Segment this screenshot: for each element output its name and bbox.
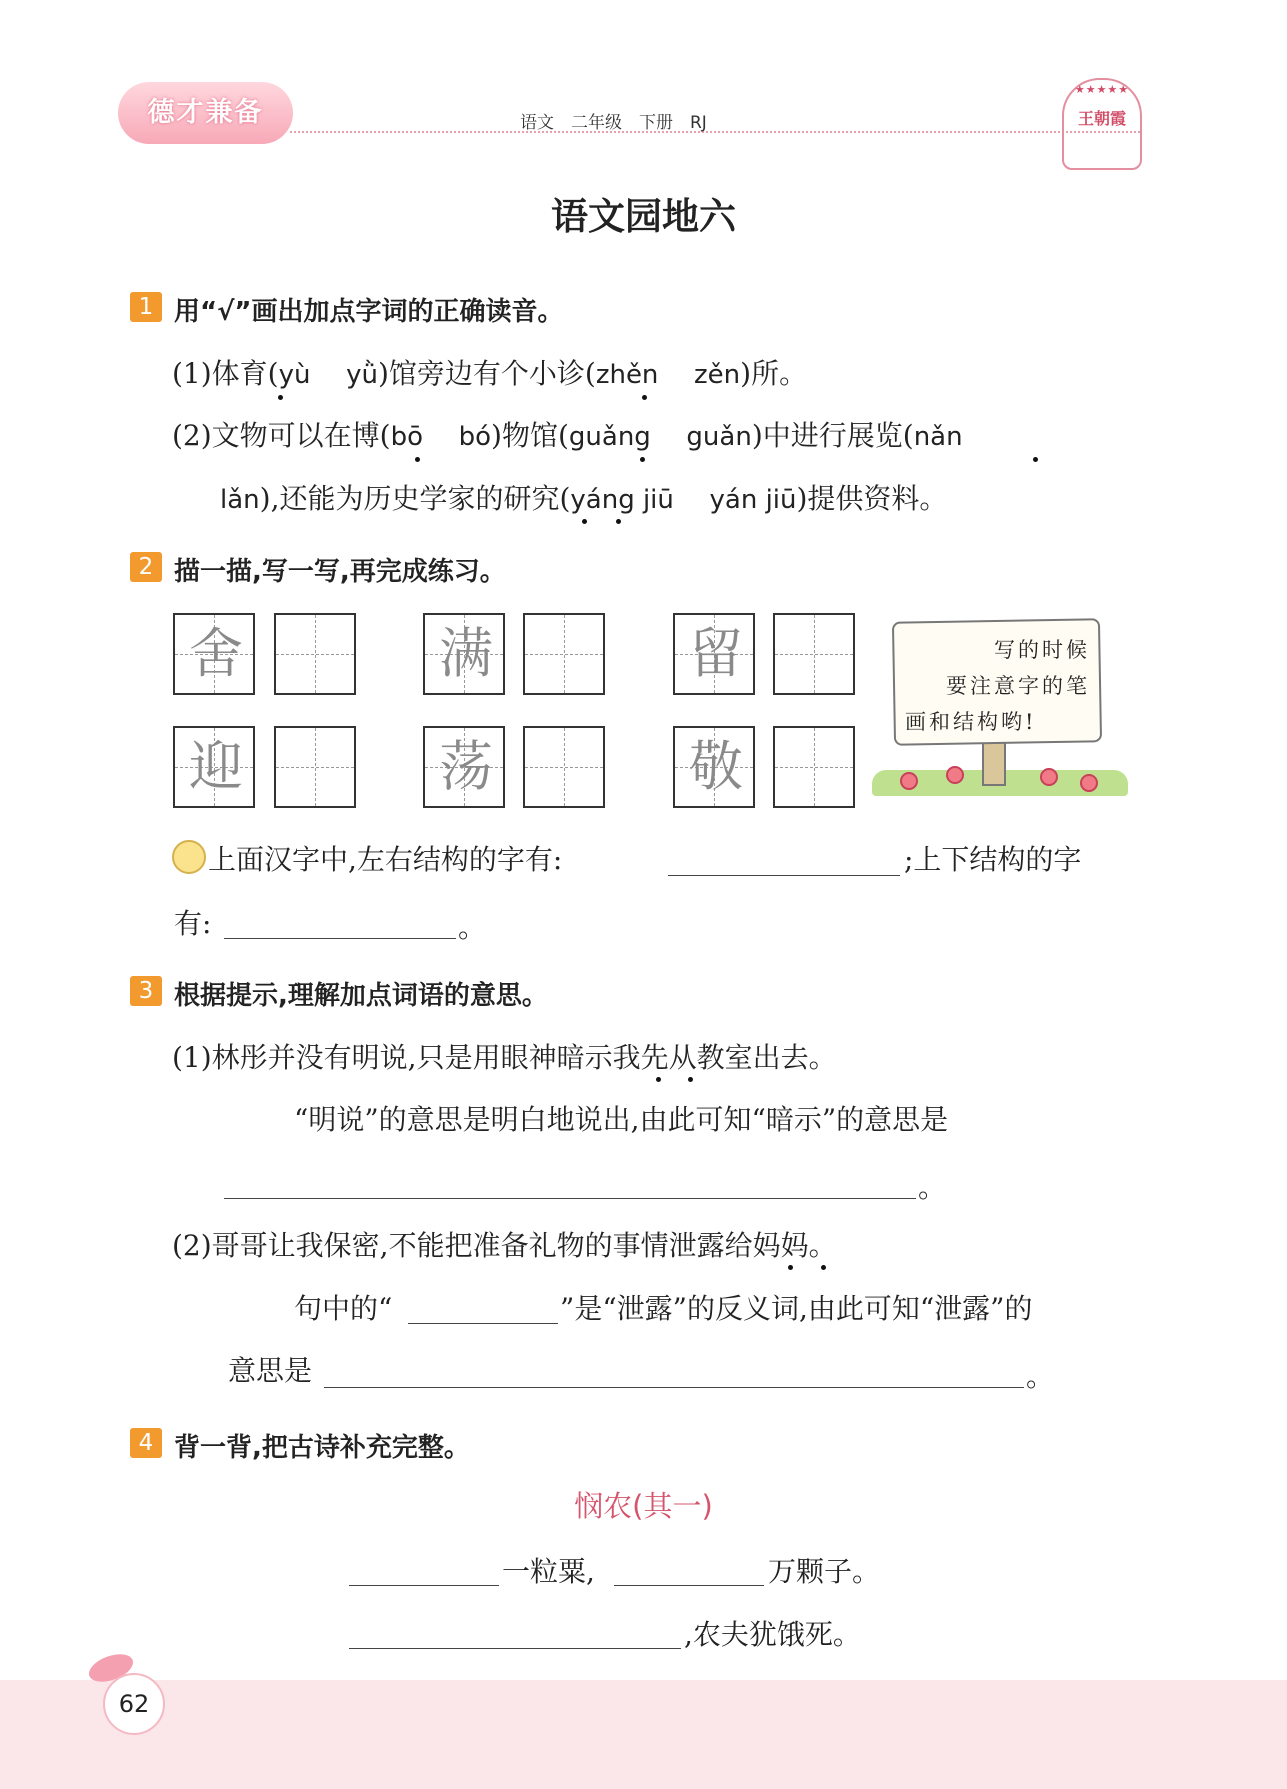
period: 。: [1026, 1360, 1055, 1393]
emphasis-dot: [1033, 457, 1038, 462]
question-3-instruction: 根据提示,理解加点词语的意思。: [174, 981, 548, 1011]
flower-icon: [1040, 768, 1058, 786]
poem-blank-1[interactable]: [349, 1585, 499, 1586]
header-divider: [290, 131, 1140, 133]
writing-box[interactable]: [773, 613, 855, 695]
flower-icon: [1080, 774, 1098, 792]
question-4-instruction: 背一背,把古诗补充完整。: [174, 1433, 470, 1463]
pinyin-option[interactable]: nǎn: [913, 422, 963, 452]
answer-blank-tb[interactable]: [224, 938, 456, 939]
poem-line-1b: 万颗子。: [768, 1555, 881, 1588]
question-1-instruction: 用“√”画出加点字词的正确读音。: [174, 297, 564, 327]
header-book-info: 语文 二年级 下册 RJ: [520, 113, 707, 133]
period: 。: [458, 911, 487, 944]
poem-blank-2[interactable]: [614, 1585, 764, 1586]
tracing-box: 留: [673, 613, 755, 695]
q3-hint-2b: ”是“泄露”的反义词,由此可知“泄露”的: [560, 1292, 1033, 1325]
sign-post: [982, 738, 1006, 786]
q3-sentence-1: (1)林彤并没有明说,只是用眼神暗示我先从教室出去。: [172, 1041, 837, 1074]
writing-box[interactable]: [274, 613, 356, 695]
q3-hint-1: “明说”的意思是明白地说出,由此可知“暗示”的意思是: [294, 1103, 949, 1136]
pinyin-option[interactable]: yáng jiū: [570, 485, 674, 515]
tracing-box: 舍: [173, 613, 255, 695]
emphasis-dot: [788, 1265, 793, 1270]
tracing-box: 满: [423, 613, 505, 695]
seal-stars: ★★★★★: [1074, 83, 1130, 96]
emphasis-dot: [640, 457, 645, 462]
pinyin-option[interactable]: guǎng: [568, 422, 651, 452]
answer-blank-lr[interactable]: [668, 875, 900, 876]
emphasis-dot: [415, 457, 420, 462]
flower-icon: [946, 766, 964, 784]
pinyin-option[interactable]: yǜ: [346, 360, 378, 390]
pinyin-option[interactable]: yán jiū: [709, 485, 797, 515]
emphasis-dot: [821, 1265, 826, 1270]
q3-sentence-2: (2)哥哥让我保密,不能把准备礼物的事情泄露给妈妈。: [172, 1229, 837, 1262]
question-3-number: 3: [130, 976, 162, 1006]
pinyin-option[interactable]: bō: [390, 422, 424, 452]
writing-box[interactable]: [523, 726, 605, 808]
question-2-instruction: 描一描,写一写,再完成练习。: [174, 557, 506, 587]
structure-question-tb-cont: 有:: [174, 907, 212, 940]
answer-blank-anshi[interactable]: [224, 1198, 916, 1199]
pinyin-option[interactable]: bó: [458, 422, 492, 452]
series-logo: 德才兼备: [118, 82, 293, 144]
page-number: 62: [103, 1673, 165, 1735]
bottom-decorative-band: [0, 1680, 1287, 1789]
q3-hint-2a: 句中的“: [294, 1292, 393, 1325]
pinyin-option[interactable]: guǎn: [686, 422, 752, 452]
answer-blank-antonym[interactable]: [408, 1323, 558, 1324]
pinyin-option[interactable]: yù: [278, 360, 311, 390]
poem-line-2: ,农夫犹饿死。: [684, 1618, 861, 1651]
q1-line-1: (1)体育(yù yǜ)馆旁边有个小诊(zhěn zěn)所。: [172, 357, 808, 390]
author-seal: [1062, 78, 1142, 170]
period: 。: [918, 1171, 947, 1204]
structure-question-lr: 上面汉字中,左右结构的字有:: [208, 843, 563, 876]
q1-line-2: (2)文物可以在博(bō bó)物馆(guǎng guǎn)中进行展览(nǎn: [172, 419, 963, 452]
emphasis-dot: [656, 1077, 661, 1082]
writing-box[interactable]: [274, 726, 356, 808]
emphasis-dot: [278, 395, 283, 400]
question-2-number: 2: [130, 552, 162, 582]
flower-bullet-icon: [172, 840, 206, 874]
poem-title: 悯农(其一): [574, 1489, 713, 1523]
pinyin-option[interactable]: zhěn: [595, 360, 659, 390]
pinyin-option[interactable]: zěn: [694, 360, 741, 390]
pinyin-option[interactable]: lǎn: [220, 485, 260, 515]
poem-line-1a: 一粒粟,: [502, 1555, 595, 1588]
seal-name: 王朝霞: [1077, 109, 1126, 128]
question-4-number: 4: [130, 1428, 162, 1458]
page-title: 语文园地六: [551, 195, 736, 238]
q3-hint-2c: 意思是: [228, 1354, 313, 1387]
structure-question-tb: ;上下结构的字: [904, 843, 1082, 876]
question-1-number: 1: [130, 292, 162, 322]
emphasis-dot: [582, 519, 587, 524]
emphasis-dot: [642, 395, 647, 400]
flower-icon: [900, 772, 918, 790]
q1-line-3: lǎn),还能为历史学家的研究(yáng jiū yán jiū)提供资料。: [220, 482, 948, 515]
tracing-box: 荡: [423, 726, 505, 808]
answer-blank-xielu[interactable]: [324, 1387, 1024, 1388]
emphasis-dot: [616, 519, 621, 524]
writing-box[interactable]: [523, 613, 605, 695]
emphasis-dot: [688, 1077, 693, 1082]
tracing-box: 敬: [673, 726, 755, 808]
poem-blank-3[interactable]: [349, 1648, 681, 1649]
tracing-box: 迎: [173, 726, 255, 808]
writing-box[interactable]: [773, 726, 855, 808]
tip-text: 写的时候 要注意字的笔 画和结构哟!: [905, 638, 1090, 734]
